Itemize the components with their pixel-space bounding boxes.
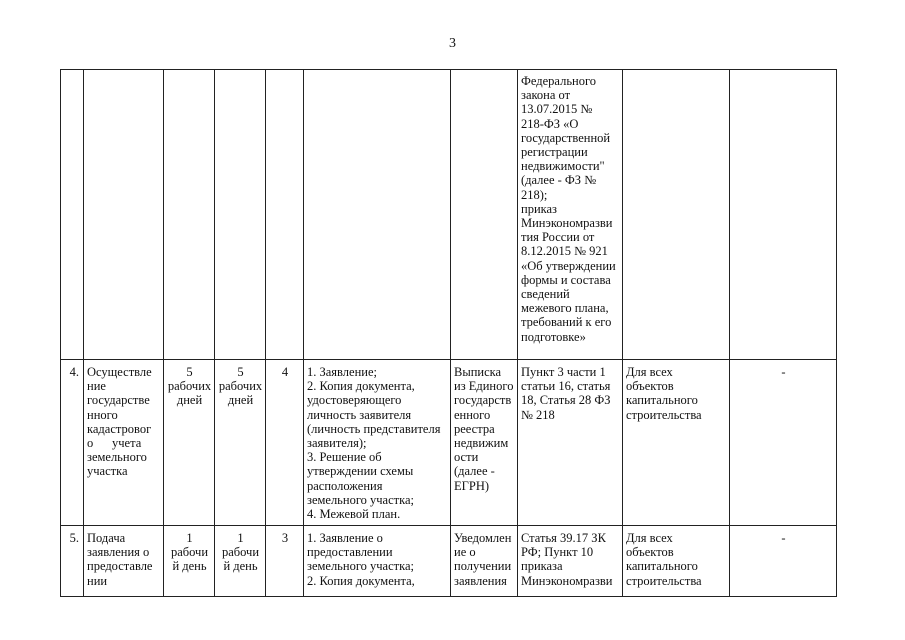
- cell-service-name: [84, 360, 164, 526]
- result-line: Уведомлен: [454, 531, 512, 545]
- cell-documents: [304, 70, 451, 360]
- term-line: 5: [186, 365, 193, 379]
- legal-line: приказ: [521, 201, 557, 216]
- legal-line: государственной: [521, 130, 611, 145]
- legal-line: тия России от: [521, 230, 595, 245]
- cell-term-standard: [164, 70, 215, 360]
- row-number: 5.: [61, 526, 84, 597]
- service-name-line: ние: [87, 379, 106, 394]
- term-line: й день: [172, 559, 207, 574]
- term-line: рабочи: [170, 545, 209, 560]
- service-name-line: земельного: [87, 450, 147, 465]
- legal-line: «Об утверждении: [521, 258, 616, 273]
- legal-line: Федерального: [521, 74, 597, 88]
- legal-line: статьи 16, статья: [521, 379, 611, 394]
- cell-term-standard: [164, 526, 215, 597]
- cell-count: 4: [266, 360, 304, 526]
- legal-line: формы и состава: [521, 272, 611, 287]
- legal-line: подготовке»: [521, 329, 586, 344]
- document-line: земельного участка;: [307, 492, 415, 507]
- term-line: дней: [227, 393, 254, 408]
- service-name-line: о учета: [87, 436, 142, 451]
- service-name-line: нии: [87, 573, 108, 588]
- cell-result: [451, 70, 518, 360]
- document-line: утверждении схемы: [307, 464, 414, 479]
- objects-line: капитального: [626, 393, 698, 408]
- row-number: 4.: [61, 360, 84, 526]
- service-name-line: кадастровог: [87, 421, 152, 436]
- cell-term-reduced: [215, 526, 266, 597]
- term-line: й день: [223, 559, 258, 574]
- document-line: предоставлении: [307, 545, 393, 560]
- legal-line: 18, Статья 28 ФЗ: [521, 393, 611, 408]
- service-name-line: государстве: [87, 393, 150, 408]
- document-line: 3. Решение об: [307, 450, 382, 465]
- term-line: 5: [237, 365, 244, 379]
- legal-line: Минэкономразви: [521, 216, 613, 231]
- service-name-line: Подача: [87, 531, 126, 545]
- objects-line: объектов: [626, 379, 674, 394]
- cell-legal-basis: [518, 70, 623, 360]
- objects-line: строительства: [626, 407, 702, 422]
- legal-line: сведений: [521, 287, 570, 302]
- table-row-continuation: [61, 70, 837, 360]
- legal-line: закона от: [521, 88, 571, 103]
- cell-count: 3: [266, 526, 304, 597]
- cell-number: [61, 70, 84, 360]
- legal-line: регистрации: [521, 145, 588, 160]
- legal-line: приказа: [521, 559, 563, 574]
- document-line: 1. Заявление;: [307, 365, 377, 379]
- service-name-line: нного: [87, 407, 118, 422]
- legal-line: межевого плана,: [521, 301, 609, 316]
- result-line: ие о: [454, 545, 476, 560]
- term-line: рабочих: [167, 379, 212, 394]
- document-line: земельного участка;: [307, 559, 415, 574]
- services-table: [60, 69, 837, 597]
- legal-line: Минэкономразви: [521, 573, 613, 588]
- cell-extra: -: [730, 526, 837, 597]
- legal-line: требований к его: [521, 315, 612, 330]
- result-line: енного: [454, 407, 491, 422]
- cell-count: [266, 70, 304, 360]
- table-row: [61, 526, 837, 597]
- document-line: 1. Заявление о: [307, 531, 383, 545]
- page-number: 3: [449, 36, 456, 51]
- service-name-line: заявления о: [87, 545, 150, 560]
- cell-result: [451, 526, 518, 597]
- service-name-line: участка: [87, 464, 128, 479]
- document-line: 2. Копия документа,: [307, 573, 415, 588]
- cell-term-standard: [164, 360, 215, 526]
- document-line: 4. Межевой план.: [307, 507, 401, 522]
- objects-line: Для всех: [626, 365, 673, 379]
- result-line: заявления: [454, 573, 507, 588]
- document-line: (личность представителя: [307, 421, 441, 436]
- result-line: недвижим: [454, 436, 509, 451]
- term-line: 1: [186, 531, 193, 545]
- cell-extra: [730, 70, 837, 360]
- document-line: удостоверяющего: [307, 393, 402, 408]
- legal-line: 8.12.2015 № 921: [521, 244, 608, 259]
- term-line: 1: [237, 531, 244, 545]
- result-line: ости: [454, 450, 479, 465]
- legal-line: Пункт 3 части 1: [521, 365, 606, 379]
- legal-line: 13.07.2015 №: [521, 102, 593, 117]
- objects-line: строительства: [626, 573, 702, 588]
- result-line: из Единого: [454, 379, 514, 394]
- cell-service-name: [84, 526, 164, 597]
- result-line: (далее -: [454, 464, 495, 479]
- document-line: 2. Копия документа,: [307, 379, 415, 394]
- result-line: реестра: [454, 421, 495, 436]
- legal-line: РФ; Пункт 10: [521, 545, 594, 560]
- cell-term-reduced: [215, 70, 266, 360]
- legal-line: (далее - ФЗ №: [521, 173, 597, 188]
- service-name-line: предоставле: [87, 559, 153, 574]
- table-row: [61, 360, 837, 526]
- term-line: рабочи: [221, 545, 260, 560]
- cell-extra: -: [730, 360, 837, 526]
- cell-legal-basis: [518, 526, 623, 597]
- result-line: ЕГРН): [454, 478, 490, 493]
- term-line: рабочих: [218, 379, 263, 394]
- cell-documents: [304, 360, 451, 526]
- objects-line: капитального: [626, 559, 698, 574]
- objects-line: объектов: [626, 545, 674, 560]
- legal-line: 218-ФЗ «О: [521, 116, 579, 131]
- legal-line: недвижимости": [521, 159, 605, 174]
- cell-service-name: [84, 70, 164, 360]
- cell-term-reduced: [215, 360, 266, 526]
- cell-result: [451, 360, 518, 526]
- document-line: расположения: [307, 478, 383, 493]
- service-name-line: Осуществле: [87, 365, 152, 379]
- cell-objects: [623, 526, 730, 597]
- legal-line: Статья 39.17 ЗК: [521, 531, 606, 545]
- result-line: государств: [454, 393, 512, 408]
- objects-line: Для всех: [626, 531, 673, 545]
- cell-documents: [304, 526, 451, 597]
- term-line: дней: [176, 393, 203, 408]
- cell-legal-basis: [518, 360, 623, 526]
- result-line: получении: [454, 559, 512, 574]
- document-line: личность заявителя: [307, 407, 412, 422]
- cell-objects: [623, 70, 730, 360]
- legal-line: 218);: [521, 187, 548, 202]
- document-line: заявителя);: [307, 436, 367, 451]
- result-line: Выписка: [454, 365, 502, 379]
- cell-objects: [623, 360, 730, 526]
- legal-line: № 218: [521, 407, 555, 422]
